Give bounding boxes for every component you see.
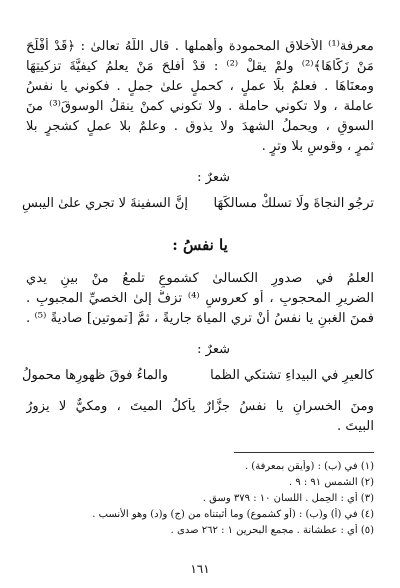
body-line: ثمرٍ ، وقوسٍ بلا وترٍ . <box>261 139 374 154</box>
verse-hemistich-left: إنَّ السفينةَ لا تجري علىٰ اليبسِ <box>22 196 189 211</box>
body-line: البيتَ . <box>337 419 374 434</box>
footnote: (٥) أي : عطشانة . مجمع البحرين ١ : ٢٦٢ صدى . <box>170 525 374 536</box>
body-line: مَنْ زَكَّاهَا﴾⁽²⁾ ولمْ يقلْ ⁽²⁾ : قدْ أفلحَ مَنْ يعلمُ كيفيَّةَ تزكيتِهَا <box>26 59 374 74</box>
verse-hemistich-right: كالعيرِ في البيداءِ تشتكي الظما <box>210 368 374 383</box>
verse-hemistich-right: ترجُو النجاةَ ولَا تسلكْ مسالكَهَا <box>213 196 374 211</box>
body-line: ومعنَاهَا . فعلمٌ بلَا عملٍ ، كحملٍ علىٰ جملٍ . فكوني يا نفسُ <box>26 79 374 94</box>
body-line: الضريرِ المحجوبِ ، أو كعروسٍ ⁽⁴⁾ تزفُّ إلىٰ الخصيِّ المجبوبِ . <box>26 291 374 306</box>
body-line: العلمُ في صدورِ الكسالىٰ كشموعٍ تلمعُ منْ بينِ يدي <box>26 271 374 286</box>
body-line: ومنَ الخسرانِ يا نفسُ جزَّارٌ يأكلُ الميتَ ، ومكيٌّ لا يزورُ <box>26 399 374 414</box>
page-number: ١٦١ <box>190 562 210 576</box>
body-line: عاملة ، ولا تكوني حاملة . ولا تكوني كمنْ ينقلُ الوسوقَ⁽³⁾ منَ <box>26 99 374 114</box>
footnote: (١) في (ب) : (وأيقن بمعرفة) . <box>244 461 374 472</box>
footnote: (٢) الشمس ٩١ : ٩ . <box>288 477 374 488</box>
section-heading: يا نفسُ : <box>172 236 228 254</box>
verse-hemistich-left: والماءُ فوقَ ظهورِها محمولُ <box>22 368 169 383</box>
body-line: فمنَ الغبنِ يا نفسُ أنْ تري المياهَ جاريةً ، ثمَّ [تموتين] صاديةً ⁽⁵⁾ . <box>26 311 374 326</box>
body-line: السوقِ ، ويحملُ الشهدَ ولا يذوق . وعلمٌ بلا عملٍ كشجرٍ بلا <box>26 119 374 134</box>
footnote: (٤) في (أ) و(ب) : (أو كشموع) وما أثبتناه من (ج) و(د) وهو الأنسب . <box>92 509 374 520</box>
footnote: (٣) أي : الحِمل . اللسان ١٠ : ٣٧٩ وسق . <box>202 493 374 504</box>
footnote-divider <box>234 452 374 453</box>
verse-label: شعرٌ : <box>197 342 230 357</box>
body-line: معرفة⁽¹⁾ الأخلاق المحمودة وأهملها . قال اللّهُ تعالىٰ : ﴿قَدْ أَفْلَحَ <box>26 39 374 54</box>
verse-label: شعرٌ : <box>197 170 230 185</box>
